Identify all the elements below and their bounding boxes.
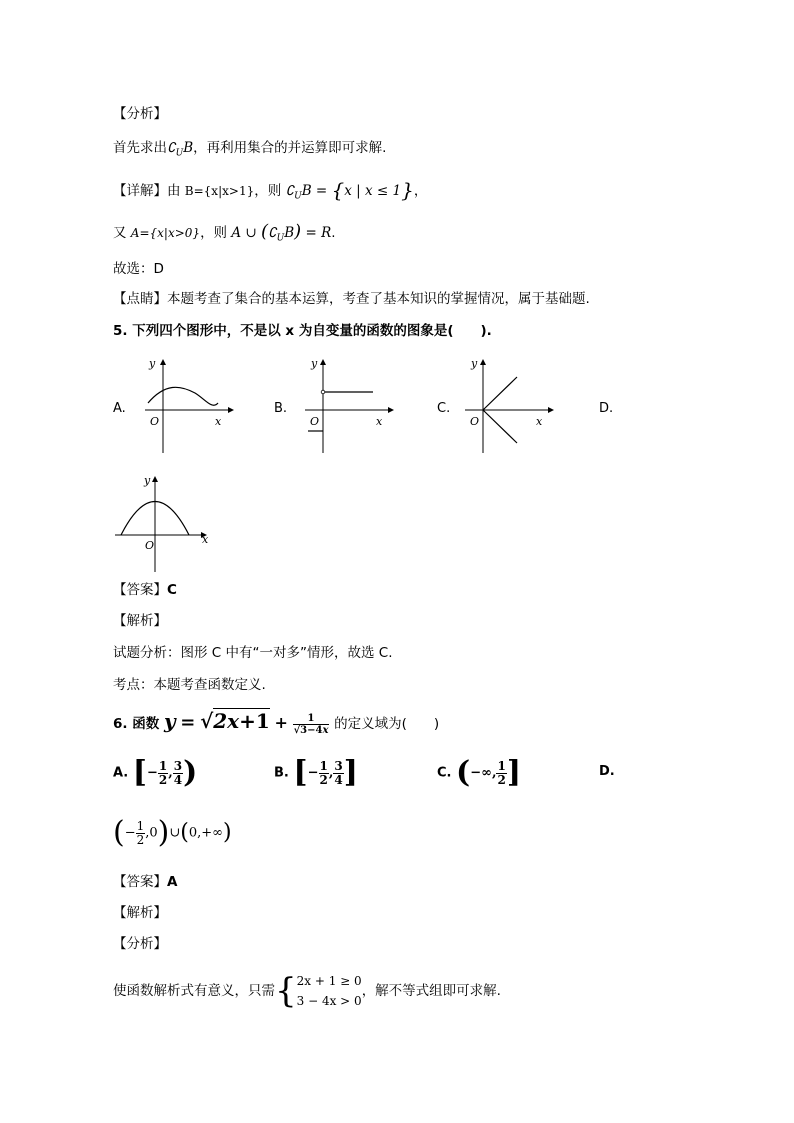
fraction-term: $\frac{1}{√3-4x}$ bbox=[293, 712, 329, 736]
graph-c-x-label: x bbox=[536, 415, 543, 428]
kaodian-5: 考点：本题考查函数定义. bbox=[113, 677, 266, 693]
graph-a-x-label: x bbox=[215, 415, 222, 428]
graph-d-x-label: x bbox=[202, 533, 209, 546]
q5-option-c-label: C. bbox=[437, 401, 451, 416]
complement-b-expr: $∁_UB = \{x$ | x ≤ 1} bbox=[285, 178, 414, 202]
jiexi-6: 【解析】 bbox=[113, 905, 167, 921]
set-a: A={x|x>0} bbox=[130, 226, 201, 240]
detail-line-1: 【详解】由 B={x|x>1}，则 $∁_UB = \{x$ | x ≤ 1}， bbox=[113, 178, 428, 202]
graph-c bbox=[460, 355, 555, 455]
graph-a-origin: O bbox=[150, 415, 160, 428]
graph-c-origin: O bbox=[470, 415, 480, 428]
final-6-line: 使函数解析式有意义，只需{ 2x + 1 ≥ 0 3 − 4x > 0 ，解不等式组即可求解. bbox=[113, 966, 501, 1016]
comment-line: 【点睛】本题考查了集合的基本运算，考查了基本知识的掌握情况，属于基础题. bbox=[113, 291, 590, 307]
graph-d bbox=[113, 470, 213, 575]
graph-c-y-label: y bbox=[471, 357, 478, 370]
detail-line-2: 又 A={x|x>0}，则 A ∪ $(∁_UB) = R$. bbox=[113, 221, 336, 244]
choice-line: 故选：D bbox=[113, 261, 164, 277]
q6-option-b: B. [− $\frac{1}{2}$ , $\frac{3}{4}$ ] bbox=[274, 755, 358, 790]
q6-option-a: A. [− $\frac{1}{2}$ , $\frac{3}{4}$ ) bbox=[113, 755, 198, 790]
q5-option-d-label: D. bbox=[599, 401, 614, 416]
q6-option-c: C. (−∞, $\frac{1}{2}$ ] bbox=[437, 755, 522, 790]
graph-b bbox=[300, 355, 395, 455]
analysis-line: 首先求出$∁_UB$，再利用集合的并运算即可求解. bbox=[113, 140, 387, 159]
q6-option-d: (− $\frac{1}{2}$ ,0)∪(0,+∞) bbox=[113, 815, 232, 850]
function-expr: y bbox=[163, 709, 176, 733]
answer-5: 【答案】C bbox=[113, 582, 177, 598]
question-5-title: 5. 下列四个图形中，不是以 x 为自变量的函数的图象是( ). bbox=[113, 323, 492, 339]
inequality-system: { 2x + 1 ≥ 0 3 − 4x > 0 bbox=[275, 971, 362, 1011]
analysis-heading: 【分析】 bbox=[113, 106, 167, 122]
union-expr: A ∪ $(∁_UB)$ bbox=[231, 221, 302, 244]
analysis-6-heading: 【分析】 bbox=[113, 936, 167, 952]
sqrt-term: √2x+1 bbox=[200, 709, 270, 733]
set-b: B={x|x>1} bbox=[184, 184, 255, 198]
graph-d-origin: O bbox=[145, 539, 155, 552]
graph-b-y-label: y bbox=[311, 357, 318, 370]
question-6-title: 6. 函数 y = √2x+1 + $\frac{1}{√3-4x}$ 的定义域为( ) bbox=[113, 709, 440, 736]
graph-a bbox=[140, 355, 235, 455]
q5-option-b-label: B. bbox=[274, 401, 288, 416]
shiti-5: 试题分析：图形 C 中有“一对多”情形，故选 C. bbox=[113, 645, 393, 661]
jiexi-5: 【解析】 bbox=[113, 613, 167, 629]
q5-option-a-label: A. bbox=[113, 401, 126, 416]
answer-6: 【答案】A bbox=[113, 874, 178, 890]
graph-b-x-label: x bbox=[376, 415, 383, 428]
graph-d-y-label: y bbox=[144, 474, 151, 487]
q6-option-d-label: D. bbox=[599, 764, 615, 779]
graph-a-y-label: y bbox=[149, 357, 156, 370]
graph-b-origin: O bbox=[310, 415, 320, 428]
complement-b: $∁_UB$ bbox=[167, 140, 194, 159]
